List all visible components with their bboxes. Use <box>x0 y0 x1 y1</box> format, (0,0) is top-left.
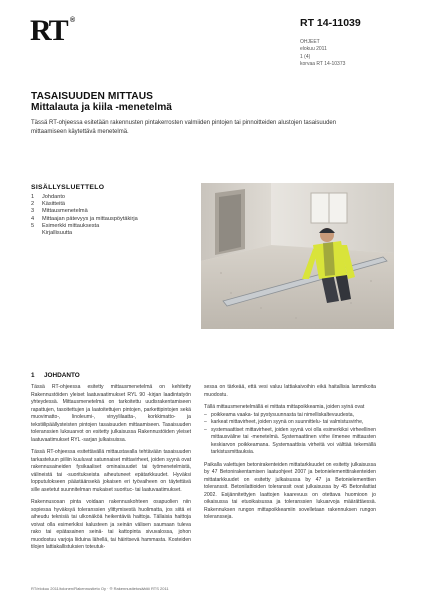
meta-line-pages: 1 (4) <box>300 53 311 60</box>
toc-item-label: Johdanto <box>42 194 66 200</box>
document-number: RT 14-11039 <box>300 17 361 29</box>
toc-item <box>31 201 181 208</box>
toc-item-number: 1 <box>31 194 35 200</box>
toc-item-label: Esimerkki mittauksesta <box>42 222 100 229</box>
rt-logo <box>30 14 76 47</box>
intro-paragraph: Tässä RT-ohjeessa esitetään rakennusten pintakerrosten valmiiden pintojen tai pinnoitteiden alustojen tasaisuuden mittaamiseen käytettävä menetelmä. <box>31 120 337 135</box>
logo-registered-mark: ® <box>70 17 76 24</box>
body-paragraph: Tällä mittausmenetelmällä ei mittata mittapoikkeamia, joiden syinä ovat <box>204 404 365 410</box>
body-column-left <box>31 384 191 552</box>
section-number: 1 <box>31 372 35 379</box>
document-title: TASAISUUDEN MITTAUS <box>31 91 154 102</box>
body-column-right <box>204 384 376 522</box>
worker-measuring-floor-photo <box>201 183 394 329</box>
toc-item-number: 3 <box>31 208 35 215</box>
toc-item-label: Mittaajan pätevyys ja mittauspöytäkirja <box>42 215 138 222</box>
body-paragraph: Tässä RT-ohjeessa esitettävällä mittaustavalla tehtävään tasaisuuden tarkasteluun piiliin kuuluvat satunnaiset mittavirheet, joiden syynä ovat rakennusaineiden fysikaaliset ominaisuudet tai työmenetelmistä, välineistä tai -suoritukseista aiheutuneet epätarkkuudet. Hyväksi lopputulokseen päästäänsekä jokaisen eri työvaiheen on täytettävä sille asetetut suunnitelman mukaiset suorituс- tai laatuvaatimukset. <box>31 449 191 493</box>
list-item: – karkeat mittavirheet, joiden syynä on suunnittelu- tai valmistusvirhe, <box>204 419 376 427</box>
toc-heading: SISÄLLYSLUETTELO <box>31 184 105 191</box>
toc-item <box>31 194 181 201</box>
toc-item <box>31 223 181 230</box>
photo-illustration <box>201 183 394 329</box>
list-item: – systemaattiset mittavirheet, joiden syynä voi olla esimerkiksi virheellinen mittausväline tai -menetelmä. Systemaattinen virhe ilmenee mittausten keskiarvon poikkeamana. Systemaattisia virheitä voi välttää tekemällä tarkistusmittauksia. <box>204 427 376 457</box>
meta-line-replaces: korvaa RT 14-10373 <box>300 61 346 68</box>
body-paragraph: Tässä RT-ohjeessa esitetty mittausmenetelmä on kehitetty Rakennustöiden yleiset laatuvaatimukset RYL 90 -kirjan laadintatyön yhteydessä. Mittausmenetelmä on tarkoitettu uudisrakentamiseen rapattujen, tasoitettujen ja laatoitettujen pintojen, parkettipintojen sekä muovimatto-, linoleumi-, vinyylilaatta-, korkkimatto- ja tekstiilipäällysteisten pintojen tasaisuuden mittaamiseen. Tasaisuuden toleranssien luksuarvot on esitetty julkaisussa Rakennustöiden yleiset laatuvaatimukset RYL -sarjan julkaisuissa. <box>31 384 191 443</box>
document-subtitle: Mittalauta ja kiila -menetelmä <box>31 102 172 113</box>
logo-text: RT <box>30 14 67 47</box>
exclusion-list <box>204 412 376 457</box>
toc-item-number: 2 <box>31 201 35 208</box>
meta-line-category: OHJEET <box>300 39 320 45</box>
toc-item <box>31 208 181 215</box>
body-paragraph: Rakennusosan pinta voidaan rakennuskohteen osapuolien niin sopiessa hyväksyä toleranssien ylittymisestä huolimatta, jos siitä ei aiheudu teknisiä tai ulkonäköä heikentäviä haittoja. Tällaisia haittoja voivat olla esimerkiksi kalusteen ja seinän välisen saumaan tuleva rako tai epätasainen seinä- tai kattopinta sivuvalossa, johon muodostuu varjoja liiduina lähellä, tai häiritsevä hammasta. Kosteiden tilojen lattiakallistuksien toteutuk- <box>31 499 191 550</box>
body-paragraph: sessa on tärkeää, että vesi valuu lattiakaivoihin eikä haitallisia lammikoita muodostu. <box>204 384 376 398</box>
toc-item <box>31 230 181 237</box>
toc-item-label: Kirjallisuutta <box>42 230 73 237</box>
toc-item-label: Mittausmenetelmä <box>42 208 88 215</box>
toc-item <box>31 216 181 223</box>
section-heading <box>31 372 80 379</box>
toc-item-number <box>31 230 42 237</box>
page-footer: RT/elokuu 2011/tolonen/Rakennustieto Oy · ® Rakennustietosäätiö RTS 2011 <box>31 586 169 591</box>
meta-line-date: elokuu 2011 <box>300 46 327 53</box>
section-title: JOHDANTO <box>44 372 80 379</box>
toc-item-number: 5 <box>31 222 35 229</box>
toc-item-label: Käsitteitä <box>42 201 66 208</box>
body-paragraph: Paikalla valettujen betonirakenteiden mittatarkkuudet on esitetty julkaisussa by 47 Betonirakentamisen laatuohjeet 2007 ja betonielementtirakenteiden mittatarkkuudet on esitetty julkaisussa by 47 ja Betonielementtien toleranssit. Betonilattioiden toleranssit ovat julkaisussa by 45 Betonilattiat 2002. Esijännitettyjen laattojen kaarevuus on otettava huomioon jo oikaisussa tai etuoikaisussa ja toleranssien lukuarvoja määrättäessä. Rakennuksen rungon mittapoikkeamiin sovelletaan rakennuksen rungon toleransseja. <box>204 461 376 520</box>
document-meta <box>300 39 345 69</box>
list-item: – poikkeama vaaka- tai pystysuunnasta tai nimelliskaltevuudesta, <box>204 412 376 420</box>
toc-item-number: 4 <box>31 215 35 222</box>
table-of-contents <box>31 184 181 237</box>
title-block <box>31 91 371 113</box>
